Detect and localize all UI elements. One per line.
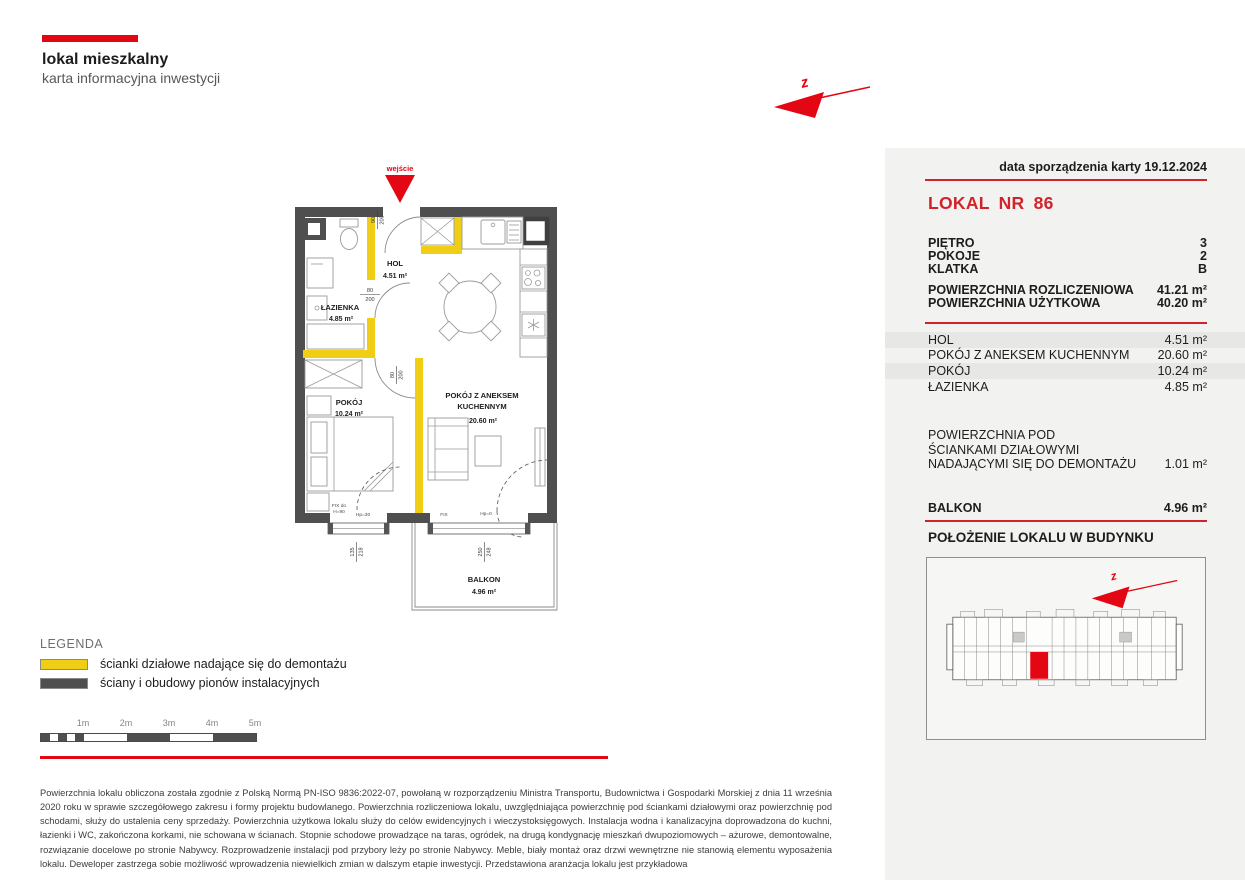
pokoj-name: POKÓJ	[335, 398, 363, 407]
panel-red-line-3	[925, 520, 1207, 522]
attr-label: KLATKA	[928, 262, 979, 277]
scale-label-2m: 2m	[119, 718, 133, 728]
west-compass-arrow	[762, 70, 877, 125]
legend-swatch-yellow	[40, 659, 88, 670]
installation-shaft-bathroom	[302, 218, 326, 240]
card-date: data sporządzenia karty 19.12.2024	[999, 160, 1207, 174]
balcony-outline	[412, 523, 557, 610]
bedroom-wardrobe	[305, 360, 362, 388]
bed	[307, 417, 393, 491]
scale-bar-graphic	[40, 733, 257, 742]
legend-title: LEGENDA	[40, 637, 104, 651]
right-window-fix-label: FIX	[440, 513, 448, 518]
legend	[40, 637, 347, 695]
salon-area: 20.60 m²	[468, 418, 498, 425]
entrance-door-arc	[385, 217, 421, 253]
table-row	[885, 363, 1245, 379]
salon-name-line2: KUCHENNYM	[457, 402, 507, 411]
scale-bar-labels	[40, 718, 270, 730]
attribute-row-klatka	[928, 263, 1207, 276]
unit-title: LOKAL NR 86	[928, 193, 1054, 213]
table-row	[885, 348, 1245, 364]
attr-label: PIĘTRO	[928, 236, 975, 250]
compass-arrowhead-icon	[774, 92, 824, 118]
room-label: POKÓJ	[928, 363, 971, 378]
hol-name: HOL	[386, 259, 404, 268]
attr-value: 2	[1200, 249, 1207, 264]
svg-text:248: 248	[486, 547, 493, 557]
document-title: lokal mieszkalny	[42, 51, 169, 68]
floor-plan	[278, 160, 570, 622]
left-window	[328, 523, 389, 534]
legend-item-partition	[40, 657, 347, 671]
room-value: 10.24 m²	[1157, 363, 1207, 378]
svg-text:80: 80	[366, 288, 374, 294]
right-window-dimension	[478, 542, 493, 562]
legend-label-walls: ściany i obudowy pionów instalacyjnych	[100, 676, 320, 690]
scale-bar	[40, 718, 270, 742]
building-location-box	[926, 557, 1206, 740]
left-window-h-label: H=90	[333, 510, 345, 515]
sofa	[428, 418, 468, 480]
svg-text:200: 200	[379, 215, 386, 225]
right-window-hp-label: Hp=0	[480, 512, 492, 517]
dining-table	[439, 273, 501, 341]
table-row	[885, 379, 1245, 395]
location-heading: POŁOŻENIE LOKALU W BUDYNKU	[928, 530, 1154, 545]
legend-item-walls	[40, 676, 347, 690]
header-red-bar	[42, 35, 138, 42]
lazienka-name: ŁAZIENKA	[320, 303, 360, 312]
balcony-value: 4.96 m²	[1163, 501, 1207, 515]
document-header	[42, 35, 220, 88]
stove	[522, 267, 545, 289]
document-subtitle: karta informacyjna inwestycji	[42, 70, 221, 87]
entrance-arrow-icon	[385, 175, 415, 203]
pokoj-area: 10.24 m²	[334, 411, 364, 418]
area-value: 40.20 m²	[1156, 296, 1207, 311]
room-value: 4.51 m²	[1164, 332, 1207, 347]
bathroom-door-arc	[375, 283, 410, 318]
panel-red-line-2	[925, 322, 1207, 324]
hall-closet	[421, 218, 454, 245]
balcony-row	[928, 502, 1207, 515]
compass-west-label: z	[798, 73, 811, 92]
bathroom-door-dimension	[360, 288, 380, 303]
area-value: 41.21 m²	[1156, 283, 1207, 297]
scale-label-4m: 4m	[205, 718, 219, 728]
room-label: POKÓJ Z ANEKSEM KUCHENNYM	[928, 348, 1130, 363]
legend-swatch-dark	[40, 678, 88, 689]
legend-label-partition: ścianki działowe nadające się do demontażu	[100, 657, 347, 671]
svg-text:218: 218	[358, 547, 365, 557]
left-window-dimension	[350, 542, 365, 562]
left-window-hp-label: Hp=30	[355, 513, 371, 518]
installation-shaft-kitchen	[524, 219, 547, 243]
right-window	[428, 523, 530, 534]
balkon-name: BALKON	[467, 575, 501, 584]
attr-value: 3	[1200, 236, 1207, 250]
room-value: 20.60 m²	[1157, 348, 1207, 363]
legal-footnote: Powierzchnia lokalu obliczona została zgodnie z Polską Normą PN-ISO 9836:2022-07, powołaną w rozporządzeniu Ministra Transportu, Budownictwa i Gospodarki Morskiej z dnia 11 września 2020 roku w sprawie szczegółowego zakresu i formy projektu budowlanego. Powierzchnia rozliczeniowa lokalu, uwzględniająca powierzchnię pod ściankami działowymi oraz powierzchnię pod schodami, służy do ustalenia ceny sprzedaży. Powierzchnia użytkowa lokalu służy do celów ewidencyjnych i wieczystoksięgowych. Instalacja wodna i kanalizacyjna doprowadzona do kuchni, łazienki i WC, zakończona korkami, nie schowana w ścianach. Stopnie schodowe prowadzące na taras, ogródek, na drugą kondygnację mieszkań dwupoziomowych – ażurowe, demontowalne, rozwiązanie docelowe po stronie Nabywcy. Rozprowadzenie instalacji pod przybory leży po stronie Nabywcy. Meble, biały montaż oraz drzwi wewnętrzne nie stanowią elementu wyposażenia lokalu. Deweloper zastrzega sobie możliwość wprowadzenia niewielkich zmian w dalszym etapie inwestycji. Przedstawiona aranżacja lokalu jest przykładowa	[40, 788, 832, 869]
room-label: ŁAZIENKA	[928, 379, 989, 394]
salon-name-line1: POKÓJ Z ANEKSEM	[445, 391, 519, 400]
room-value: 4.85 m²	[1164, 379, 1207, 394]
lazienka-area: 4.85 m²	[328, 316, 354, 323]
attr-label: POKOJE	[928, 249, 981, 264]
building-location-plan	[927, 558, 1205, 739]
info-panel	[885, 148, 1245, 880]
balkon-area: 4.96 m²	[471, 589, 497, 596]
fridge	[522, 314, 545, 336]
entrance-label: wejście	[386, 164, 414, 173]
scale-label-5m: 5m	[248, 718, 262, 728]
svg-text:250: 250	[478, 547, 484, 557]
svg-text:200: 200	[398, 370, 405, 380]
partition-value: 1.01 m²	[1164, 457, 1207, 472]
unit-attributes	[928, 237, 1207, 277]
svg-text:200: 200	[365, 297, 375, 303]
loc-compass-arrowhead-icon	[1092, 586, 1130, 608]
area-summary	[928, 284, 1207, 310]
room-label: HOL	[928, 332, 954, 347]
tv-cabinet	[535, 428, 545, 486]
scale-label-1m: 1m	[76, 718, 90, 728]
svg-text:80: 80	[390, 371, 396, 379]
area-label: POWIERZCHNIA UŻYTKOWA	[928, 296, 1101, 311]
highlighted-unit	[1030, 652, 1048, 679]
table-row	[885, 332, 1245, 348]
panel-red-line-1	[925, 179, 1207, 181]
footer-red-line	[40, 756, 608, 759]
attr-value: B	[1197, 262, 1207, 277]
nightstand-top	[307, 396, 331, 415]
svg-text:135: 135	[350, 547, 356, 557]
svg-text:90: 90	[371, 216, 377, 224]
hol-area: 4.51 m²	[382, 273, 408, 280]
coffee-table	[475, 436, 501, 466]
nightstand-bottom	[307, 493, 329, 511]
room-area-table	[885, 332, 1245, 394]
left-window-fix-label: FIX do	[331, 504, 347, 509]
partition-line1: POWIERZCHNIA POD	[928, 428, 1056, 442]
area-label: POWIERZCHNIA ROZLICZENIOWA	[928, 283, 1134, 297]
bedroom-door-dimension	[390, 366, 405, 384]
scale-label-3m: 3m	[162, 718, 176, 728]
balcony-label: BALKON	[928, 501, 982, 515]
loc-compass-west-label: z	[1109, 568, 1119, 584]
partition-line2: ŚCIANKAMI DZIAŁOWYMI	[928, 442, 1080, 457]
partition-line3: NADAJĄCYMI SIĘ DO DEMONTAŻU	[928, 457, 1137, 472]
partition-area-note	[928, 428, 1207, 472]
area-row-uzytkowa	[928, 297, 1207, 310]
building-silhouette	[947, 609, 1182, 685]
